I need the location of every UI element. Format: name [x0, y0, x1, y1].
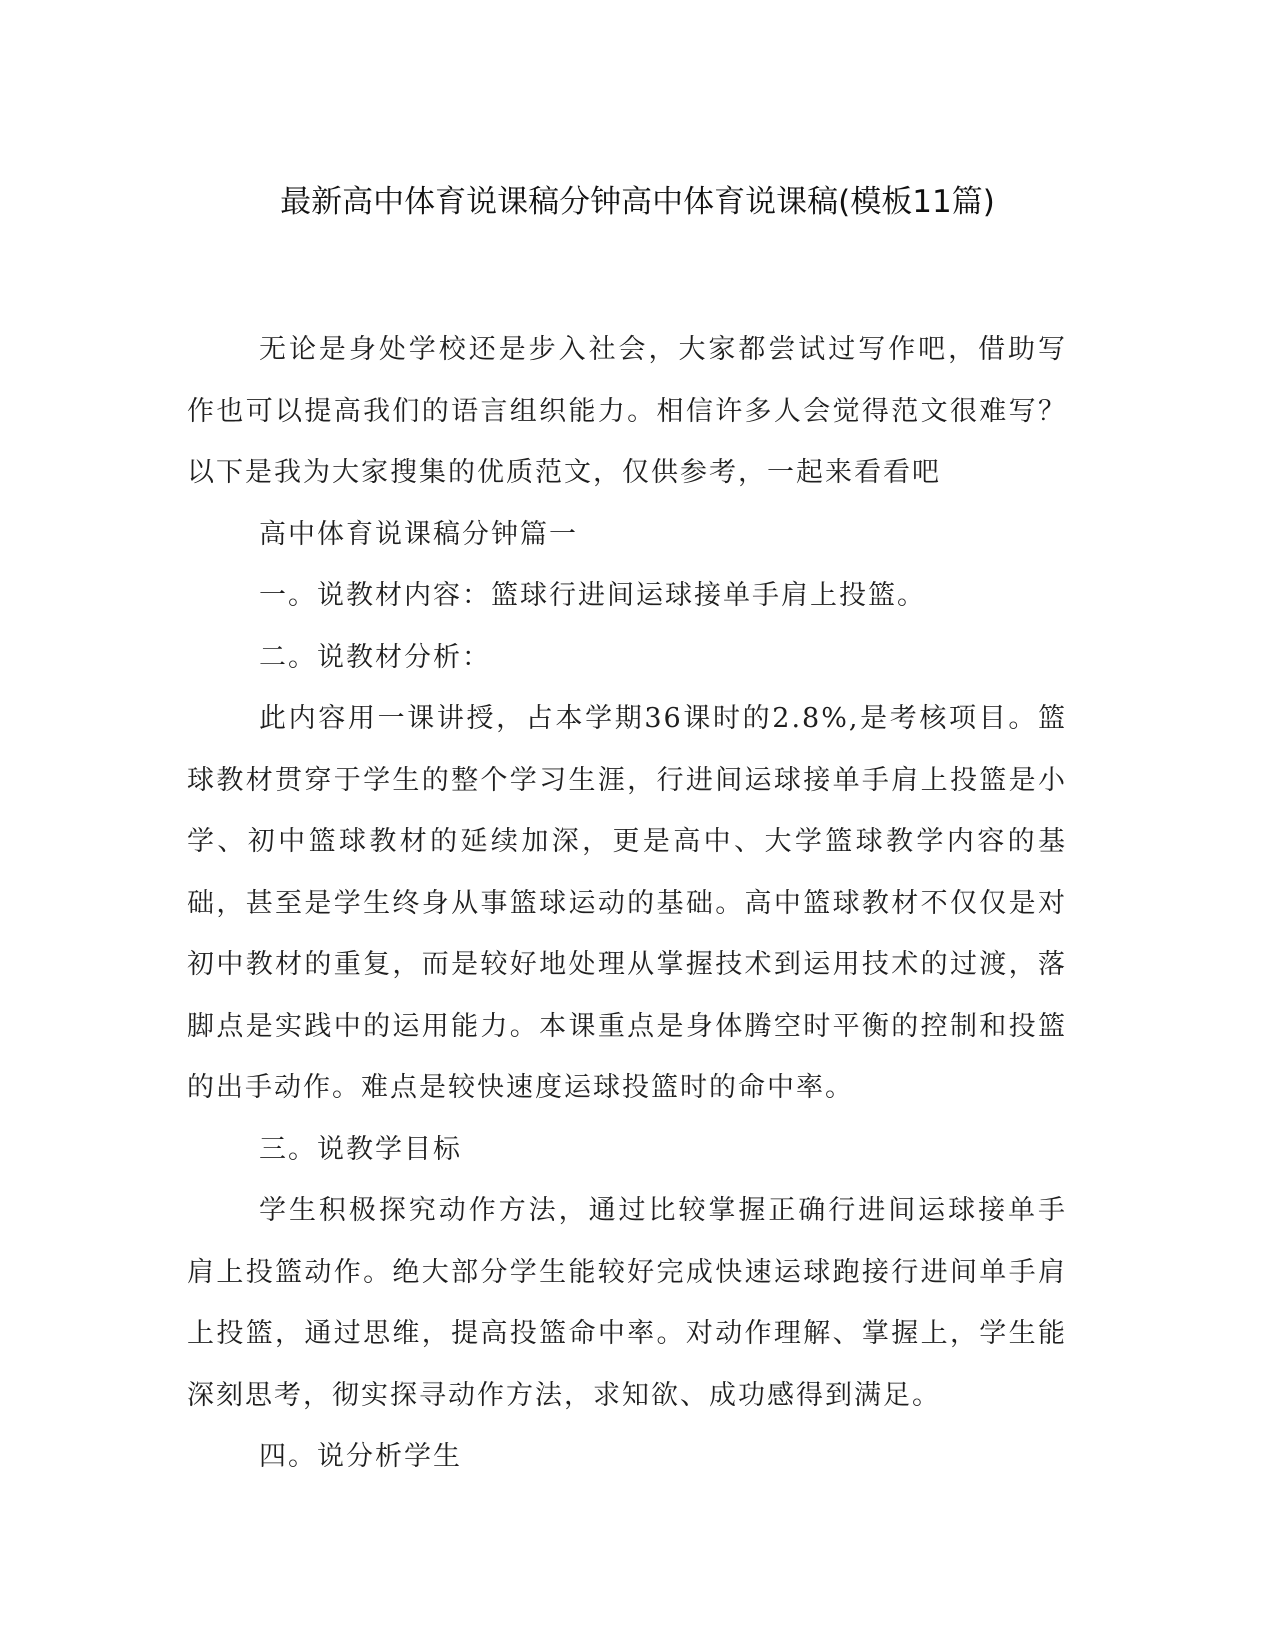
teaching-goals-paragraph: 学生积极探究动作方法，通过比较掌握正确行进间运球接单手肩上投篮动作。绝大部分学生能较好完成快速运球跑接行进间单手肩上投篮，通过思维，提高投篮命中率。对动作理解、掌握上，学生能深刻思考，彻实探寻动作方法，求知欲、成功感得到满足。	[187, 1195, 1067, 1411]
material-analysis-paragraph: 此内容用一课讲授，占本学期36课时的2.8%,是考核项目。篮球教材贯穿于学生的整个学习生涯，行进间运球接单手肩上投篮是小学、初中篮球教材的延续加深，更是高中、大学篮球教学内容的基础，甚至是学生终身从事篮球运动的基础。高中篮球教材不仅仅是对初中教材的重复，而是较好地处理从掌握技术到运用技术的过渡，落脚点是实践中的运用能力。本课重点是身体腾空时平衡的控制和投篮的出手动作。难点是较快速度运球投篮时的命中率。	[187, 703, 1067, 1103]
document-title: 最新高中体育说课稿分钟高中体育说课稿(模板11篇)	[280, 184, 995, 220]
teaching-content-heading: 一。说教材内容：篮球行进间运球接单手肩上投篮。	[259, 580, 926, 611]
material-analysis-heading: 二。说教材分析：	[259, 641, 491, 673]
document-body	[187, 319, 1067, 1488]
section-heading-part-one: 高中体育说课稿分钟篇一	[259, 518, 578, 550]
intro-paragraph: 无论是身处学校还是步入社会，大家都尝试过写作吧，借助写作也可以提高我们的语言组织能力。相信许多人会觉得范文很难写？以下是我为大家搜集的优质范文，仅供参考，一起来看看吧	[187, 334, 1067, 488]
student-analysis-heading: 四。说分析学生	[259, 1441, 462, 1472]
teaching-goals-heading: 三。说教学目标	[259, 1133, 462, 1165]
